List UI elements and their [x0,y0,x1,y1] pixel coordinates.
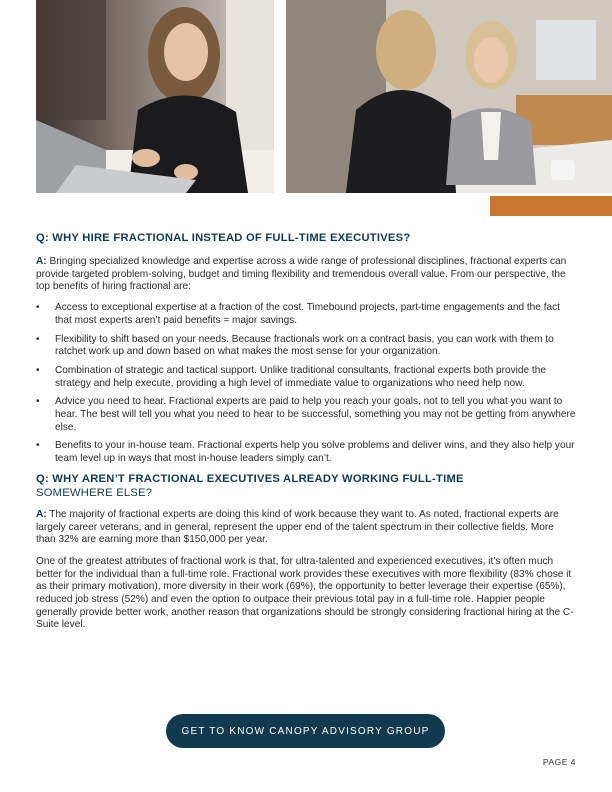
photo-two-women-talking-illustration [286,0,612,193]
list-item [36,365,576,390]
section2-heading-light: SOMEWHERE ELSE? [36,486,153,499]
photo-two-women-talking [286,0,612,193]
list-item-text: Access to exceptional expertise at a fraction of the cost. Timebound projects, part-time engagements and the fact that most experts aren’t paid benefits = major savings. [55,302,560,326]
main-content [36,231,576,632]
list-item-text: Benefits to your in-house team. Fractional experts help you solve problems and deliver wins, and they also help your team level up in ways that most in-house leaders simply can’t. [55,440,575,465]
answer-lead: A: [36,256,47,267]
list-item-text: Combination of strategic and tactical support. Unlike traditional consultants, fractional experts both provide the strategy and help execute, providing a high level of immediate value to organizations who need help now. [55,364,546,389]
list-item-text: Flexibility to shift based on your needs. Because fractionals work on a contract basis, you can work with them to ratchet work up and down based on what makes the most sense for your organization. [55,333,554,358]
section2-paragraph: One of the greatest attributes of fractional work is that, for ultra-talented and experienced executives, it’s often much better for the individual than a full-time role. Fractional work provides these executives with more flexibility (83% chose it as their primary motivation), more diversity in their work (69%), the opportunity to better leverage their expertise (65%), reduced job stress (52%) and even the option to outpace their previous total pay in a full-time role. Happier people generally provide better work, another reason that organizations should be strongly considering fractional hiring at the C-Suite level. [36,555,574,631]
section1-answer [36,256,576,294]
section2-heading [36,472,576,500]
section2-answer [36,509,576,547]
get-to-know-canopy-button[interactable]: GET TO KNOW CANOPY ADVISORY GROUP [166,714,445,748]
answer-lead: A: [36,508,47,520]
page-number: PAGE 4 [542,757,576,767]
list-item-text: Advice you need to hear. Fractional experts are paid to help you reach your goals, not to tell you what you want to hear. The best will tell you what you need to hear to be successful, something you may not be getting from anywhere else. [55,396,576,433]
bullet: • [36,396,40,408]
list-item [36,440,576,465]
bullet: • [36,302,40,314]
bullet: • [36,364,40,376]
benefits-list [36,302,576,466]
photo-woman-at-laptop-illustration [36,0,274,193]
bullet: • [36,440,40,452]
list-item [36,334,576,359]
answer-text: Bringing specialized knowledge and expertise across a wide range of professional disciplines, fractional experts can provide targeted problem-solving, budget and timing flexibility and tremendous overall value. From our perspective, the top benefits of hiring fractional are: [36,256,567,293]
photo-woman-at-laptop [36,0,274,193]
section2-heading-bold: Q: WHY AREN’T FRACTIONAL EXECUTIVES ALREADY WORKING FULL-TIME [36,472,464,485]
list-item [36,302,576,327]
bullet: • [36,333,40,345]
list-item [36,396,576,434]
accent-bar [490,196,612,216]
section1-heading: Q: WHY HIRE FRACTIONAL INSTEAD OF FULL-TIME EXECUTIVES? [36,232,411,244]
answer-text: The majority of fractional experts are doing this kind of work because they want to. As noted, fractional experts are largely career veterans, and in general, represent the upper end of the talent spectrum in their collective fields. More than 32% are earning more than $150,000 per year. [36,508,559,546]
